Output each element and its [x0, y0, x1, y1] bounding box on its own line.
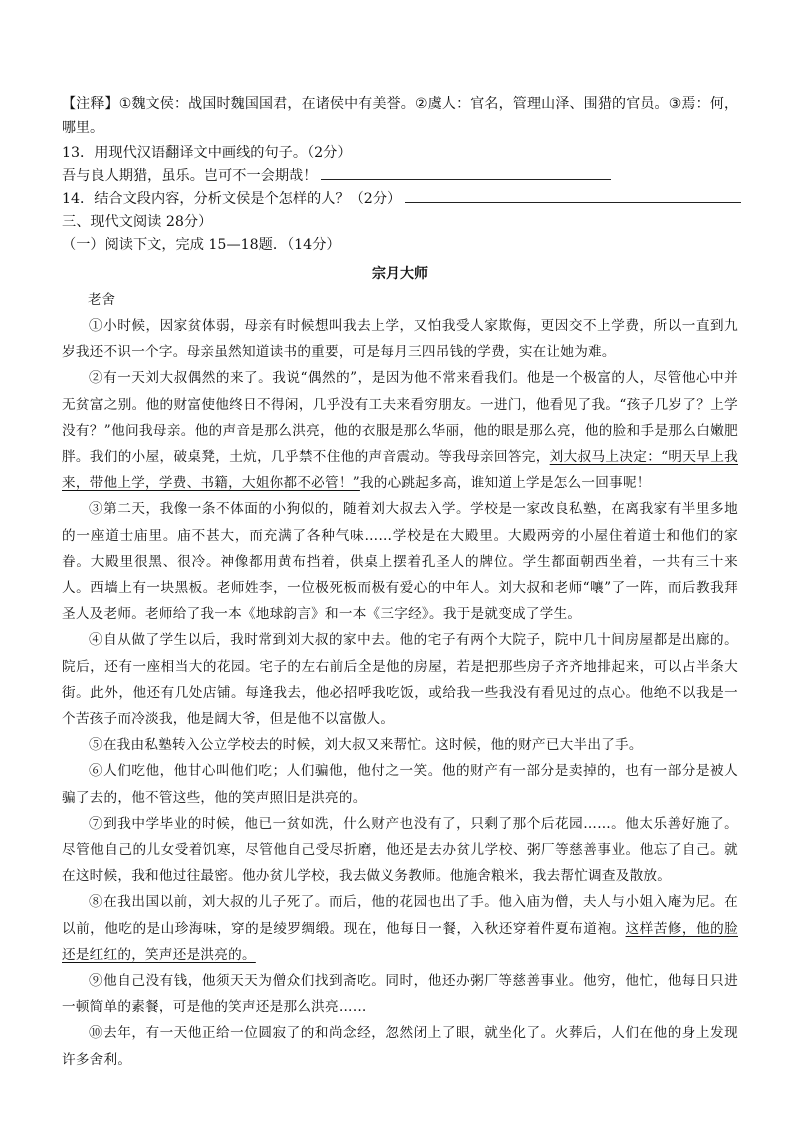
- paragraph-8-text-a: ⑧在我出国以前，刘大叔的儿子死了。而后，他的花园也出了手。他入庙为僧，夫人与小姐入庵为尼。在以前，他吃的是山珍海味，穿的是绫罗绸缎。现在，他每日一餐，入秋还穿着件夏布道袍。: [62, 894, 738, 937]
- paragraph-3: ③第二天，我像一条不体面的小狗似的，随着刘大叔去入学。学校是一家改良私塾，在离我家有半里多地的一座道士庙里。庙不甚大，而充满了各种气味……学校是在大殿里。大殿两旁的小屋住着道士和他们的家眷。大殿里很黑、很冷。神像都用黄布挡着，供桌上摆着孔圣人的牌位。学生都面朝西坐着，一共有三十来人。西墙上有一块黑板。老师姓李，一位极死板而极有爱心的中年人。刘大叔和老师“嚷”了一阵，而后教我拜圣人及老师。老师给了我一本《地球韵言》和一本《三字经》。我于是就变成了学生。: [62, 501, 738, 623]
- paragraph-5: ⑤在我由私塾转入公立学校去的时候，刘大叔又来帮忙。这时候，他的财产已大半出了手。: [89, 737, 643, 754]
- question-13-answer-blank[interactable]: [321, 165, 611, 180]
- essay-author: 老舍: [88, 292, 115, 308]
- section-heading: 三、现代文阅读 28分）: [62, 214, 213, 230]
- question-13-line: [62, 165, 738, 188]
- part-heading: （一）阅读下文，完成 15—18题．（14分）: [62, 237, 341, 253]
- question-14-prompt: 14．结合文段内容，分析文侯是个怎样的人？（2分）: [62, 191, 402, 207]
- paragraph-8: [62, 889, 738, 968]
- paragraph-2: [62, 365, 738, 496]
- paragraph-2-text-b: 我的心跳起多高，谁知道上学是怎么一回事呢！: [359, 475, 651, 492]
- question-13-sentence: 吾与良人期猎，虽乐。岂可不一会期哉！: [62, 168, 318, 184]
- paragraph-6: ⑥人们吃他，他甘心叫他们吃；人们骗他，他付之一笑。他的财产有一部分是卖掉的，也有一部分是被人骗了去的，他不管这些，他的笑声照旧是洪亮的。: [62, 763, 738, 806]
- paragraph-8-underlined-sentence: 这样苦修，他的脸还是红红的，笑声还是洪亮的。: [62, 920, 739, 963]
- annotation-note: 【注释】①魏文侯：战国时魏国国君，在诸侯中有美誉。②虞人：官名，管理山泽、围猎的官员。③焉：何，哪里。: [62, 96, 738, 136]
- question-14-line: [62, 188, 738, 211]
- paragraph-10: ⑩去年，有一天他正给一位圆寂了的和尚念经，忽然闭上了眼，就坐化了。火葬后，人们在他的身上发现许多舍利。: [62, 1025, 738, 1068]
- paragraph-1: ①小时候，因家贫体弱，母亲有时候想叫我去上学，又怕我受人家欺侮，更因交不上学费，所以一直到九岁我还不识一个字。母亲虽然知道读书的重要，可是每月三四吊钱的学费，实在让她为难。: [62, 318, 738, 361]
- essay-title: 宗月大师: [372, 266, 428, 282]
- question-13-prompt: 13．用现代汉语翻译文中画线的句子。（2分）: [62, 145, 352, 161]
- page-content: [62, 92, 738, 1073]
- paragraph-7: ⑦到我中学毕业的时候，他已一贫如洗，什么财产也没有了，只剩了那个后花园……。他太乐善好施了。尽管他自己的儿女受着饥寒，尽管他自己受尽折磨，他还是去办贫儿学校、粥厂等慈善事业。他忘了自己。就在这时候，我和他过往最密。他办贫儿学校，我去做义务教师。他施舍粮米，我去帮忙调查及散放。: [62, 815, 738, 885]
- paragraph-4: ④自从做了学生以后，我时常到刘大叔的家中去。他的宅子有两个大院子，院中几十间房屋都是出廊的。院后，还有一座相当大的花园。宅子的左右前后全是他的房屋，若是把那些房子齐齐地排起来，可以占半条大街。此外，他还有几处店铺。每逢我去，他必招呼我吃饭，或给我一些我没有看见过的点心。他绝不以我是一个苦孩子而冷淡我，他是阔大爷，但是他不以富傲人。: [62, 632, 738, 728]
- paragraph-2-underlined-sentence: 刘大叔马上决定：“明天早上我来，带他上学，学费、书籍，大姐你都不必管！”: [62, 449, 739, 492]
- question-14-answer-blank[interactable]: [405, 188, 741, 203]
- paragraph-2-text-a: ②有一天刘大叔偶然的来了。我说“偶然的”，是因为他不常来看我们。他是一个极富的人，尽管他心中并无贫富之别。他的财富使他终日不得闲，几乎没有工夫来看穷朋友。一进门，他看见了我。“孩子几岁了？上学没有？”他问我母亲。他的声音是那么洪亮，他的衣服是那么华丽，他的眼是那么亮，他的脸和手是那么白嫩肥胖。我们的小屋，破桌凳，土炕，几乎禁不住他的声音震动。等我母亲回答完，: [62, 370, 738, 466]
- paragraph-9: ⑨他自己没有钱，他须天天为僧众们找到斋吃。同时，他还办粥厂等慈善事业。他穷，他忙，他每日只进一顿简单的素餐，可是他的笑声还是那么洪亮……: [62, 973, 738, 1016]
